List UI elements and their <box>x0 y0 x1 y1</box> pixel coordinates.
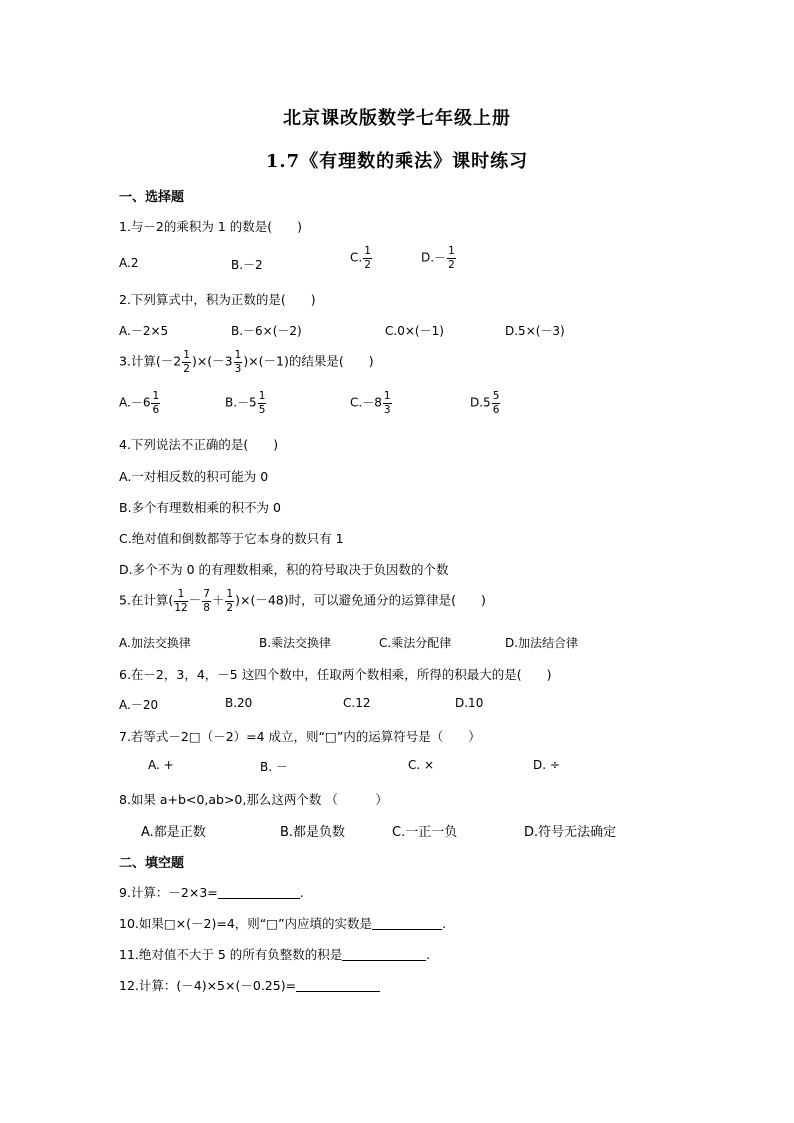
numerator: 1 <box>183 349 190 361</box>
q4-option-b: B.多个有理数相乘的积不为 0 <box>119 500 281 515</box>
document-title: 北京课改版数学七年级上册 <box>283 108 511 129</box>
denominator: 8 <box>203 601 210 614</box>
q12-answer-blank[interactable] <box>296 979 380 992</box>
q3-option-d-fraction <box>492 391 501 415</box>
q3-option-b-label: B.－5 <box>225 395 257 410</box>
q3-option-a-label: A.－6 <box>119 395 151 410</box>
question-12 <box>119 976 380 994</box>
section-heading-fill: 二、填空题 <box>119 856 185 871</box>
q8-option-c: C.一正一负 <box>392 825 458 840</box>
q3-option-d-label: D.5 <box>470 395 491 410</box>
q3-option-a-fraction <box>151 391 160 415</box>
numerator: 1 <box>258 390 266 402</box>
q3-fraction-1 <box>182 350 191 374</box>
numerator: 1 <box>448 245 455 257</box>
question-3 <box>119 350 374 374</box>
q3-option-b-fraction <box>258 391 267 415</box>
q3-text-start: 3.计算(－2 <box>119 353 182 369</box>
q11-period: . <box>426 947 431 962</box>
q1-option-d <box>421 246 457 270</box>
q1-option-d-fraction <box>447 246 456 270</box>
q5-option-a: A.加法交换律 <box>119 636 191 650</box>
q4-option-a: A.一对相反数的积可能为 0 <box>119 469 269 484</box>
question-5 <box>119 589 486 613</box>
document-subtitle: 1.7《有理数的乘法》课时练习 <box>265 151 529 172</box>
q7-option-c: C. × <box>408 758 435 772</box>
numerator: 1 <box>234 349 242 361</box>
q10-period: . <box>442 916 447 931</box>
q1-option-b: B.－2 <box>231 258 263 272</box>
q3-option-c <box>350 391 393 415</box>
numerator: 7 <box>203 588 210 600</box>
question-2: 2.下列算式中，积为正数的是( ) <box>119 292 316 307</box>
q10-answer-blank[interactable] <box>372 917 442 930</box>
q6-option-d: D.10 <box>455 696 484 710</box>
question-4: 4.下列说法不正确的是( ) <box>119 437 279 452</box>
q8-option-d: D.符号无法确定 <box>524 825 617 840</box>
question-9 <box>119 883 304 901</box>
q2-option-a: A.－2×5 <box>119 324 169 338</box>
q4-option-c: C.绝对值和倒数都等于它本身的数只有 1 <box>119 531 344 546</box>
numerator: 1 <box>226 588 234 600</box>
q7-option-b: B. － <box>260 760 288 774</box>
denominator: 3 <box>234 362 242 375</box>
q4-option-d: D.多个不为 0 的有理数相乘，积的符号取决于负因数的个数 <box>119 562 449 577</box>
q3-option-c-label: C.－8 <box>350 395 382 410</box>
q3-option-d <box>470 391 501 415</box>
q5-text-end: )×(－48)时，可以避免通分的运算律是( ) <box>235 592 486 608</box>
q12-text: 12.计算：(－4)×5×(－0.25)= <box>119 978 297 993</box>
q9-answer-blank[interactable] <box>218 886 300 899</box>
question-8: 8.如果 a+b<0,ab>0,那么这两个数 （ ） <box>119 792 388 807</box>
q3-fraction-2 <box>234 350 243 374</box>
q11-answer-blank[interactable] <box>342 948 426 961</box>
q5-option-c: C.乘法分配律 <box>379 636 452 650</box>
q3-text-middle: )×(－3 <box>191 353 233 369</box>
q7-option-d: D. ÷ <box>533 758 560 772</box>
question-10 <box>119 914 446 932</box>
q1-option-c-fraction <box>363 246 372 270</box>
denominator: 12 <box>174 601 188 614</box>
q11-text: 11.绝对值不大于 5 的所有负整数的积是 <box>119 947 343 962</box>
q3-option-c-fraction <box>383 391 392 415</box>
q5-option-b: B.乘法交换律 <box>259 636 332 650</box>
q8-option-a: A.都是正数 <box>141 825 206 840</box>
q2-option-b: B.－6×(－2) <box>231 324 302 338</box>
numerator: 5 <box>492 390 500 402</box>
q3-text-end: )×(－1)的结果是( ) <box>243 353 374 369</box>
q5-option-d: D.加法结合律 <box>505 636 579 650</box>
q8-option-b: B.都是负数 <box>280 825 346 840</box>
q2-option-c: C.0×(－1) <box>385 324 444 338</box>
denominator: 5 <box>258 403 266 416</box>
q1-option-d-label: D.－ <box>421 250 447 265</box>
denominator: 6 <box>492 403 500 416</box>
q5-plus: ＋ <box>211 592 225 608</box>
question-7: 7.若等式－2□（－2）=4 成立，则“□”内的运算符号是（ ） <box>119 729 481 744</box>
numerator: 1 <box>383 390 391 402</box>
q10-text: 10.如果□×(－2)=4，则“□”内应填的实数是 <box>119 916 373 931</box>
denominator: 6 <box>152 403 160 416</box>
numerator: 1 <box>364 245 371 257</box>
denominator: 2 <box>364 258 371 271</box>
q6-option-a: A.－20 <box>119 698 159 712</box>
numerator: 1 <box>152 390 160 402</box>
q1-option-c <box>350 246 373 270</box>
question-6: 6.在－2，3，4，－5 这四个数中，任取两个数相乘，所得的积最大的是( ) <box>119 667 552 682</box>
q5-minus: － <box>188 592 202 608</box>
section-heading-choice: 一、选择题 <box>119 190 185 205</box>
q7-option-a: A. + <box>148 758 174 772</box>
q9-text: 9.计算：－2×3= <box>119 885 218 900</box>
q3-option-a <box>119 391 161 415</box>
q3-option-b <box>225 391 267 415</box>
denominator: 2 <box>448 258 455 271</box>
q5-fraction-1 <box>174 589 187 613</box>
q5-fraction-2 <box>202 589 211 613</box>
q6-option-b: B.20 <box>225 696 253 710</box>
q5-text-start: 5.在计算( <box>119 592 174 608</box>
question-1: 1.与－2的乘积为 1 的数是( ) <box>119 219 303 234</box>
q5-fraction-3 <box>225 589 234 613</box>
q6-option-c: C.12 <box>343 696 371 710</box>
q2-option-d: D.5×(－3) <box>505 324 565 338</box>
denominator: 3 <box>383 403 391 416</box>
numerator: 1 <box>174 589 187 602</box>
question-11 <box>119 945 430 963</box>
denominator: 2 <box>183 362 190 375</box>
q1-option-c-label: C. <box>350 250 363 265</box>
q1-option-a: A.2 <box>119 256 139 270</box>
q9-period: . <box>299 885 304 900</box>
denominator: 2 <box>226 601 234 614</box>
